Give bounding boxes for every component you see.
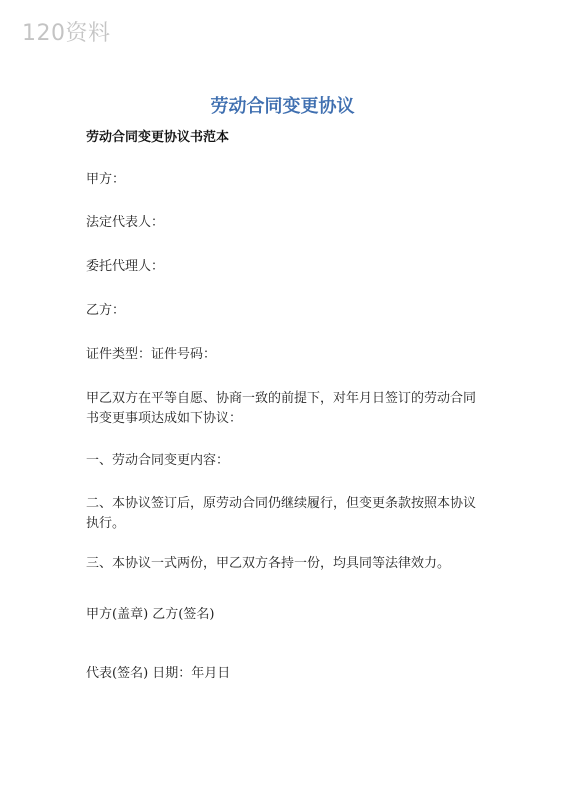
paragraph-item-3: 三、本协议一式两份，甲乙双方各持一份，均具同等法律效力。 <box>86 556 451 571</box>
document-title: 劳动合同变更协议 <box>210 96 355 117</box>
signature-line-2: 代表(签名) 日期：年月日 <box>86 666 231 681</box>
signature-line-1: 甲方(盖章) 乙方(签名) <box>86 607 215 622</box>
field-legal-representative: 法定代表人： <box>86 215 165 230</box>
paragraph-item-2: 二、本协议签订后，原劳动合同仍继续履行，但变更条款按照本协议执行。 <box>86 496 477 531</box>
document-subtitle: 劳动合同变更协议书范本 <box>86 130 230 145</box>
watermark-logo: 120资料 <box>22 21 111 46</box>
paragraph-intro: 甲乙双方在平等自愿、协商一致的前提下，对年月日签订的劳动合同书变更事项达成如下协议： <box>86 391 477 426</box>
field-party-b: 乙方： <box>86 303 126 318</box>
field-party-a: 甲方： <box>86 172 126 187</box>
paragraph-item-1: 一、劳动合同变更内容： <box>86 453 230 468</box>
field-agent: 委托代理人： <box>86 259 165 274</box>
field-id-info: 证件类型：证件号码： <box>86 347 217 362</box>
